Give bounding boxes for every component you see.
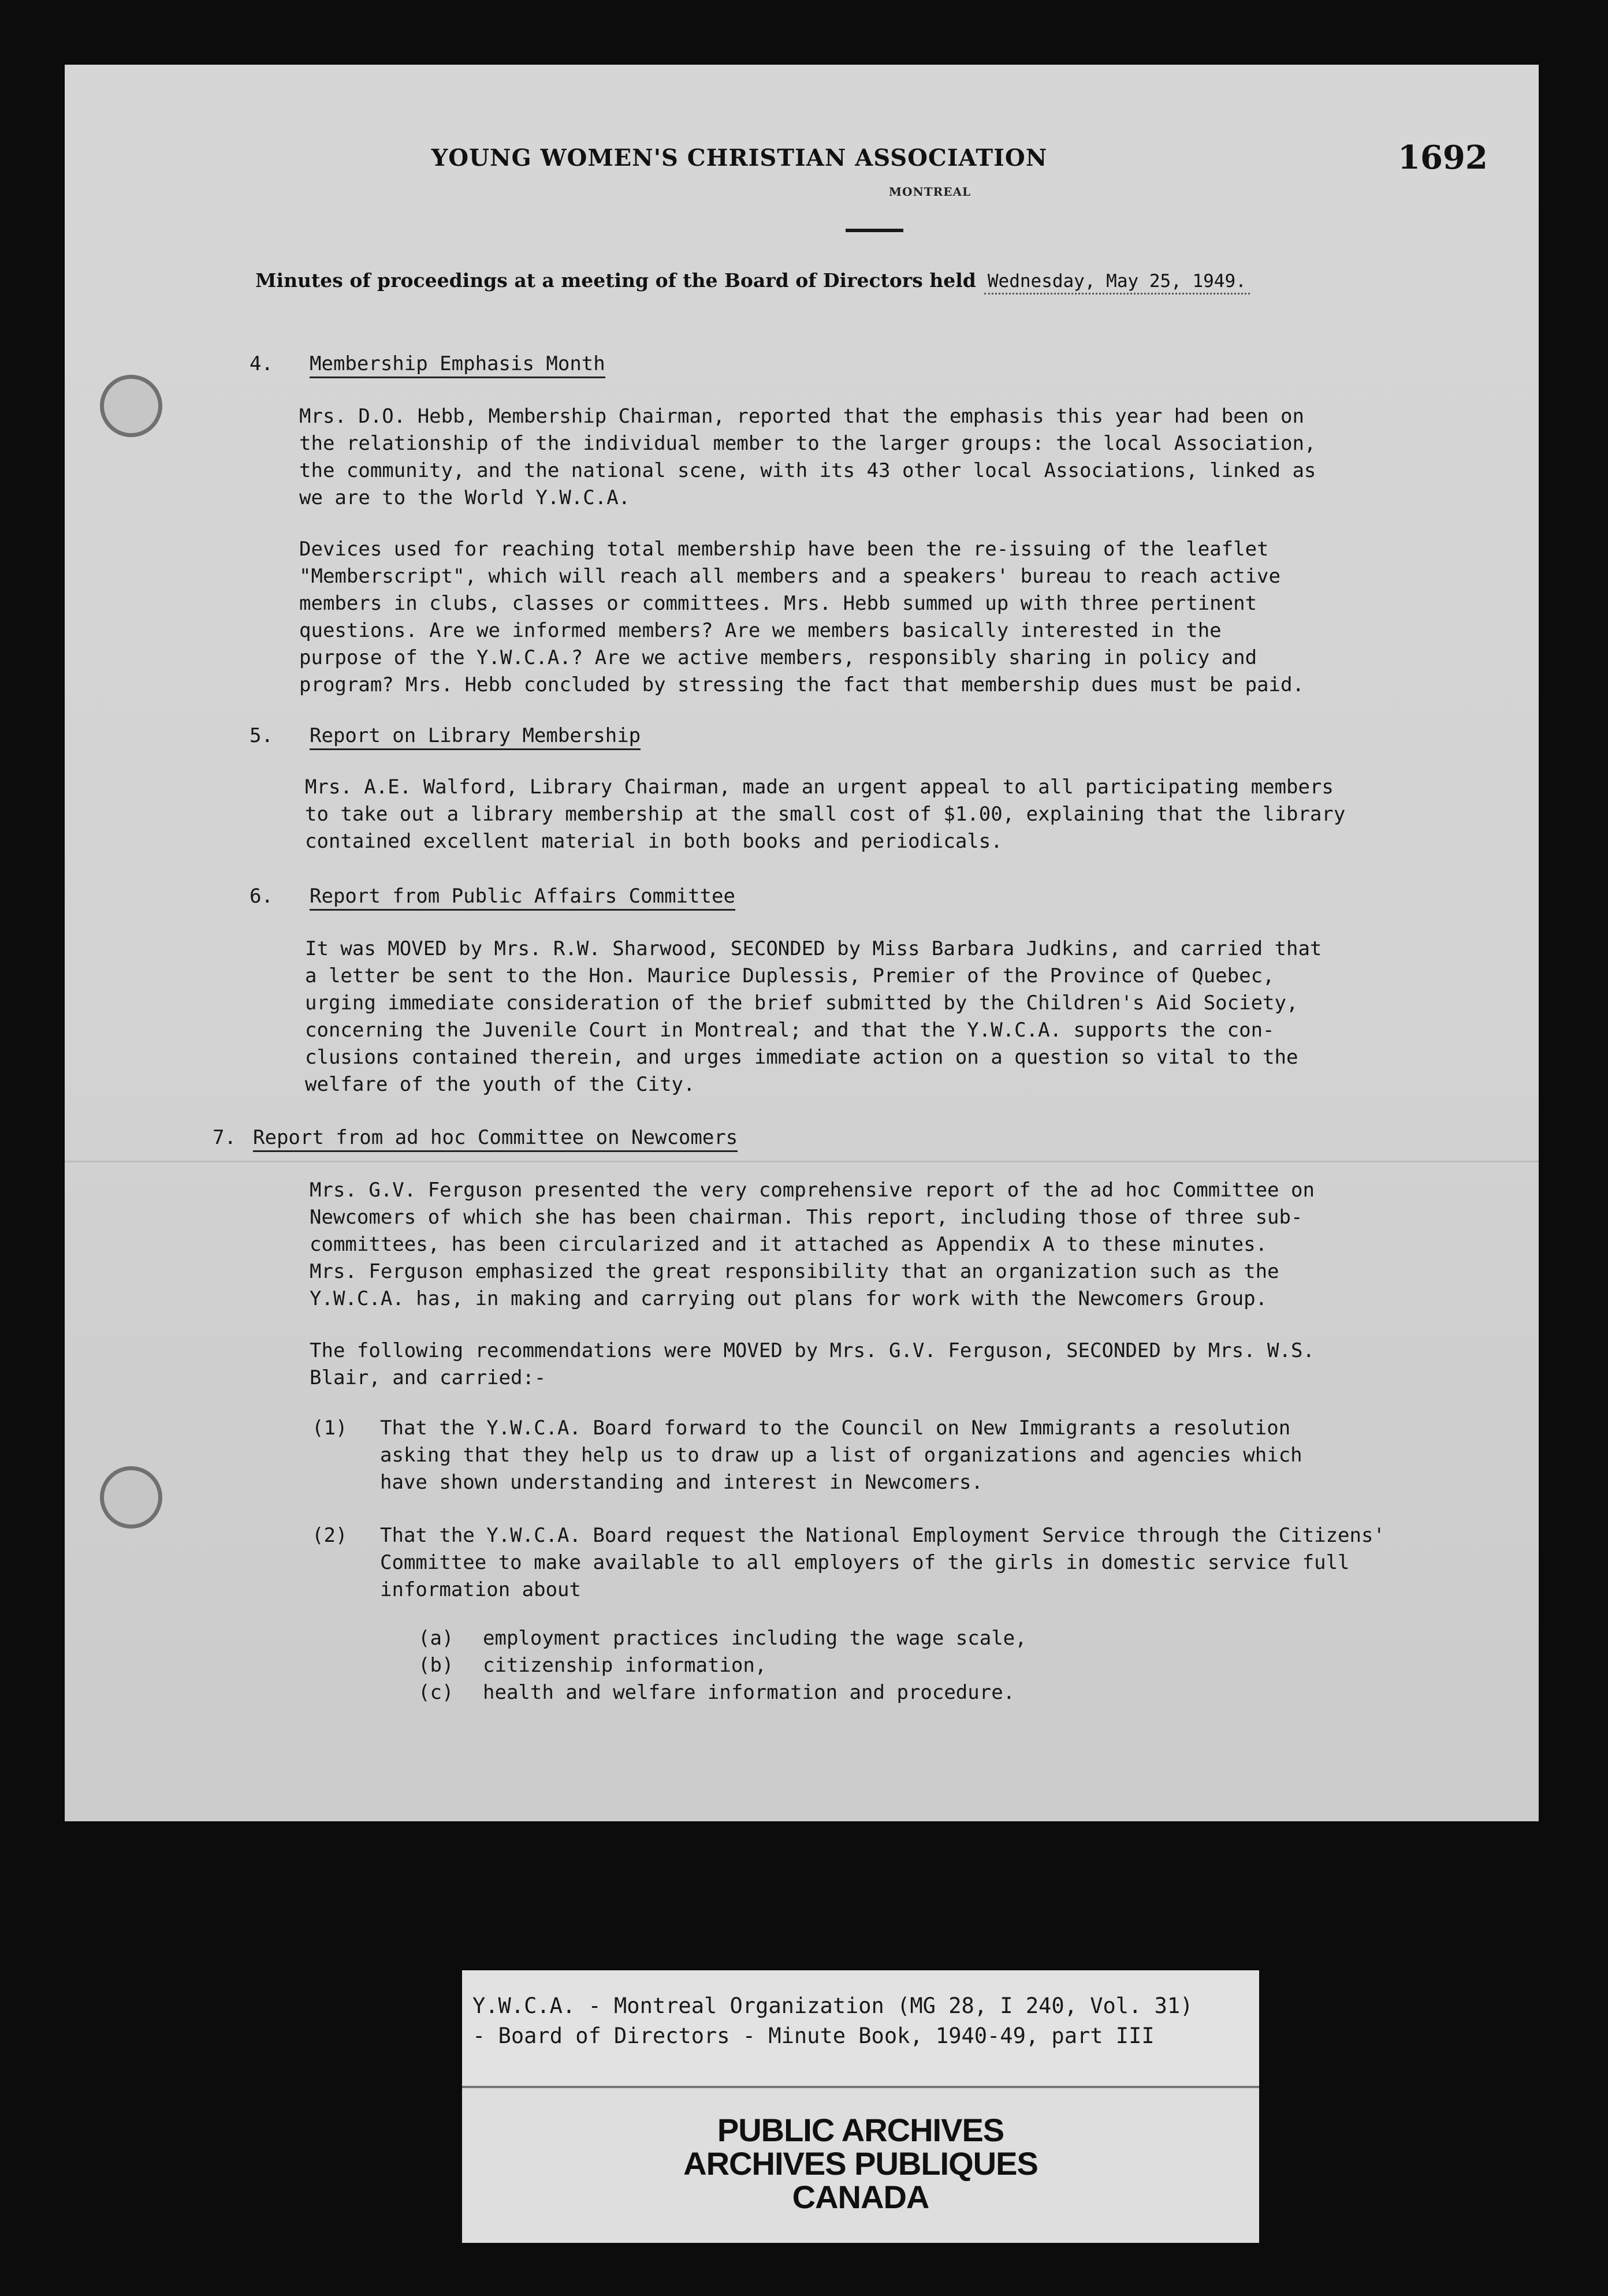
sub-list-label: (c) <box>418 1681 454 1704</box>
paragraph <box>310 1177 1315 1313</box>
text-line: contained excellent material in both books and periodicals. <box>305 830 1003 853</box>
section-number: 4. <box>250 352 273 375</box>
text-line: committees, has been circularized and it attached as Appendix A to these minutes. <box>310 1233 1268 1256</box>
recommendation-text <box>380 1415 1302 1496</box>
section-title: Membership Emphasis Month <box>310 352 605 378</box>
recommendation-label: (1) <box>312 1417 348 1440</box>
sub-list-label: (a) <box>418 1627 454 1650</box>
text-line: Committee to make available to all employers of the girls in domestic service full <box>380 1551 1350 1574</box>
text-line: asking that they help us to draw up a list of organizations and agencies which <box>380 1444 1302 1467</box>
sub-list-text: citizenship information, <box>483 1654 767 1677</box>
text-line: The following recommendations were MOVED by Mrs. G.V. Ferguson, SECONDED by Mrs. W.S. <box>310 1339 1315 1362</box>
punch-hole <box>100 1466 162 1529</box>
text-line: a letter be sent to the Hon. Maurice Duplessis, Premier of the Province of Quebec, <box>305 964 1275 987</box>
public-archives-stamp <box>462 2114 1259 2214</box>
text-line: the relationship of the individual member to the larger groups: the local Association, <box>299 432 1316 455</box>
minutes-page <box>65 65 1539 1821</box>
text-line: members in clubs, classes or committees. Mrs. Hebb summed up with three pertinent <box>299 592 1257 615</box>
text-line: Mrs. A.E. Walford, Library Chairman, made an urgent appeal to all participating members <box>305 776 1334 799</box>
sub-list-item <box>418 1679 1015 1706</box>
paragraph <box>310 1337 1315 1392</box>
text-line: to take out a library membership at the small cost of $1.00, explaining that the library <box>305 803 1346 826</box>
text-line: have shown understanding and interest in Newcomers. <box>380 1471 983 1494</box>
text-line: It was MOVED by Mrs. R.W. Sharwood, SECONDED by Miss Barbara Judkins, and carried that <box>305 937 1322 960</box>
text-line: Mrs. D.O. Hebb, Membership Chairman, reported that the emphasis this year had been on <box>299 405 1304 428</box>
sub-list-item <box>418 1625 1027 1652</box>
minutes-prefix: Minutes of proceedings at a meeting of the Board of Directors held <box>255 269 976 292</box>
text-line: Mrs. Ferguson emphasized the great responsibility that an organization such as the <box>310 1260 1279 1283</box>
punch-hole <box>100 375 162 437</box>
recommendation-text <box>380 1522 1385 1604</box>
text-line: Newcomers of which she has been chairman. This report, including those of three sub- <box>310 1206 1303 1229</box>
text-line: That the Y.W.C.A. Board request the National Employment Service through the Citizens' <box>380 1524 1385 1547</box>
text-line: program? Mrs. Hebb concluded by stressing the fact that membership dues must be paid. <box>299 673 1304 696</box>
text-line: the community, and the national scene, with its 43 other local Associations, linked as <box>299 459 1316 482</box>
text-line: Devices used for reaching total membership have been the re-issuing of the leaflet <box>299 538 1269 561</box>
text-line: urging immediate consideration of the brief submitted by the Children's Aid Society, <box>305 992 1298 1015</box>
stamp-line: PUBLIC ARCHIVES <box>717 2112 1004 2148</box>
sub-list-text: employment practices including the wage scale, <box>483 1627 1027 1650</box>
text-line: purpose of the Y.W.C.A.? Are we active members, responsibly sharing in policy and <box>299 646 1257 669</box>
section-title: Report from Public Affairs Committee <box>310 885 735 911</box>
minutes-title <box>255 269 1250 295</box>
text-line: Blair, and carried:- <box>310 1366 546 1389</box>
paragraph <box>299 536 1304 699</box>
text-line: we are to the World Y.W.C.A. <box>299 486 631 509</box>
sub-list-label: (b) <box>418 1654 454 1677</box>
meeting-date: Wednesday, May 25, 1949. <box>984 271 1250 295</box>
organization-heading: YOUNG WOMEN'S CHRISTIAN ASSOCIATION <box>431 144 1048 172</box>
paragraph <box>305 935 1322 1098</box>
paragraph <box>305 774 1345 855</box>
stamp-line: CANADA <box>792 2179 929 2215</box>
recommendation-item <box>312 1522 1525 1615</box>
section-title: Report on Library Membership <box>310 724 641 750</box>
citation-line: - Board of Directors - Minute Book, 1940-49, part III <box>472 2023 1155 2048</box>
text-line: concerning the Juvenile Court in Montreal; and that the Y.W.C.A. supports the con- <box>305 1019 1275 1042</box>
section-heading <box>213 1126 738 1149</box>
heading-divider <box>846 229 903 232</box>
text-line: "Memberscript", which will reach all members and a speakers' bureau to reach active <box>299 565 1281 588</box>
text-line: clusions contained therein, and urges immediate action on a question so vital to the <box>305 1046 1298 1069</box>
paragraph <box>299 403 1316 512</box>
recommendation-label: (2) <box>312 1524 348 1547</box>
stamp-line: ARCHIVES PUBLIQUES <box>683 2145 1038 2182</box>
archive-citation <box>462 1970 1259 2088</box>
citation-line: Y.W.C.A. - Montreal Organization (MG 28, I 240, Vol. 31) <box>472 1993 1193 2018</box>
section-heading <box>250 724 641 747</box>
text-line: welfare of the youth of the City. <box>305 1073 695 1096</box>
archive-label-card <box>462 1970 1259 2243</box>
city-subheading: MONTREAL <box>888 185 972 199</box>
text-line: Mrs. G.V. Ferguson presented the very comprehensive report of the ad hoc Committee on <box>310 1179 1315 1202</box>
recommendation-item <box>312 1415 1502 1507</box>
text-line: questions. Are we informed members? Are we members basically interested in the <box>299 619 1222 642</box>
section-heading <box>250 885 735 908</box>
section-heading <box>250 352 605 375</box>
sub-list-text: health and welfare information and procedure. <box>483 1681 1015 1704</box>
text-line: Y.W.C.A. has, in making and carrying out plans for work with the Newcomers Group. <box>310 1287 1268 1310</box>
sub-list-item <box>418 1652 766 1679</box>
section-number: 6. <box>250 885 273 908</box>
section-number: 5. <box>250 724 273 747</box>
text-line: information about <box>380 1578 581 1601</box>
page-number: 1692 <box>1398 139 1488 177</box>
section-number: 7. <box>213 1126 236 1149</box>
page-fold-line <box>65 1161 1539 1162</box>
text-line: That the Y.W.C.A. Board forward to the Council on New Immigrants a resolution <box>380 1417 1291 1440</box>
section-title: Report from ad hoc Committee on Newcomers <box>253 1126 738 1152</box>
